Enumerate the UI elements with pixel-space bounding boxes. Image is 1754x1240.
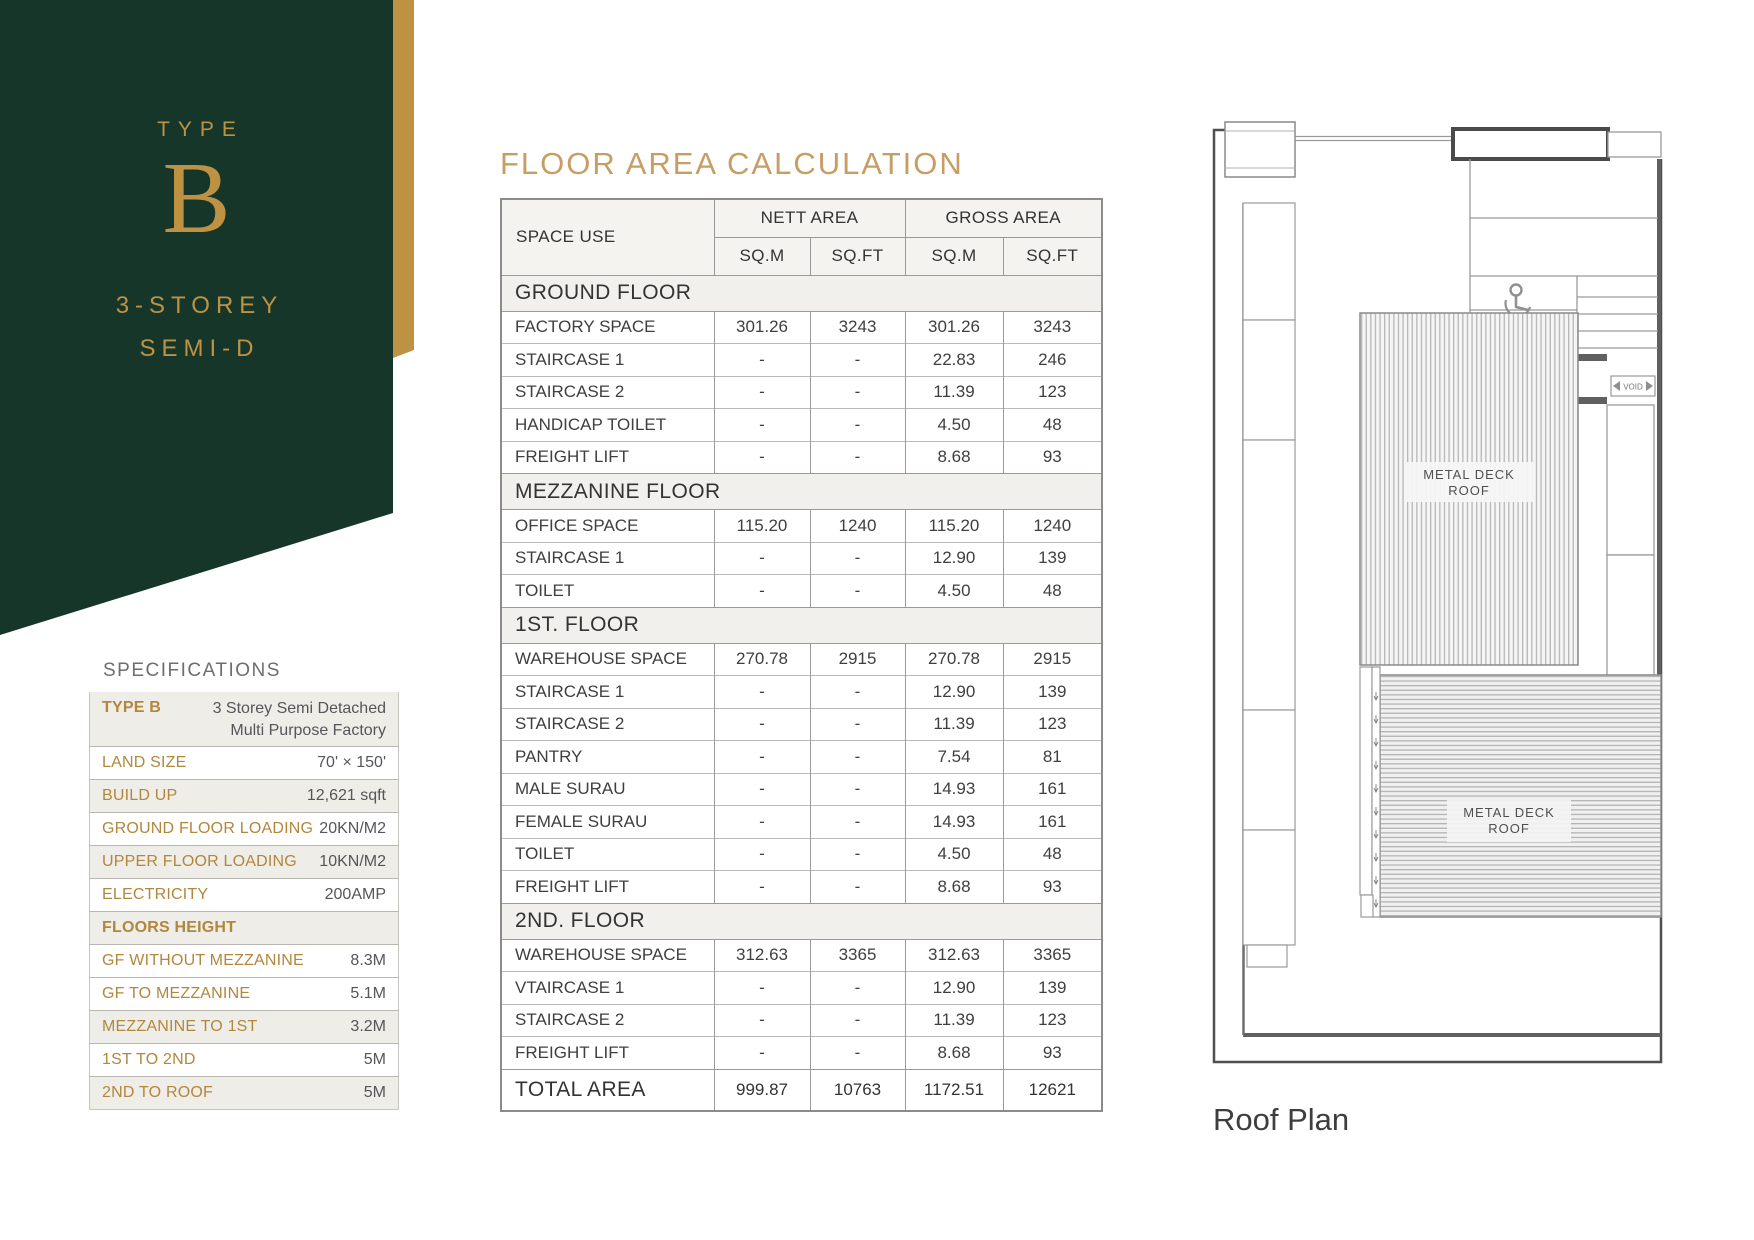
area-value-cell: -	[810, 806, 905, 839]
area-value-cell: 14.93	[905, 806, 1003, 839]
specifications-title: SPECIFICATIONS	[103, 660, 281, 681]
plan-gutter-strips	[1360, 667, 1380, 917]
spec-row	[90, 944, 398, 977]
area-value-cell: 301.26	[905, 311, 1003, 344]
table-row	[501, 376, 1102, 409]
space-use-cell: WAREHOUSE SPACE	[501, 939, 714, 972]
area-value-cell: 270.78	[714, 643, 810, 676]
area-value-cell: 3243	[810, 311, 905, 344]
spec-label: TYPE B	[102, 699, 161, 716]
spec-value: 8.3M	[350, 951, 386, 969]
spec-row	[90, 911, 398, 944]
spec-value: 70' × 150'	[317, 753, 386, 771]
spec-label: GF WITHOUT MEZZANINE	[102, 952, 304, 969]
floor-area-title: FLOOR AREA CALCULATION	[500, 146, 964, 181]
area-value-cell: 123	[1003, 376, 1102, 409]
area-value-cell: 115.20	[714, 510, 810, 543]
specs-table	[89, 692, 399, 1110]
area-value-cell: 139	[1003, 972, 1102, 1005]
table-row	[501, 575, 1102, 608]
floor-area-table-wrap	[500, 198, 1103, 1112]
metal-deck-roof-lower-label2: ROOF	[1488, 821, 1530, 836]
area-value-cell: 93	[1003, 441, 1102, 474]
area-value-cell: 3243	[1003, 311, 1102, 344]
area-value-cell: 4.50	[905, 575, 1003, 608]
floor-section-name: MEZZANINE FLOOR	[501, 474, 1102, 510]
space-use-cell: MALE SURAU	[501, 773, 714, 806]
area-value-cell: 48	[1003, 409, 1102, 442]
table-row	[501, 510, 1102, 543]
area-value-cell: -	[714, 838, 810, 871]
gold-stripe-decoration	[393, 0, 414, 358]
area-value-cell: -	[810, 542, 905, 575]
area-value-cell: 8.68	[905, 871, 1003, 904]
area-value-cell: 3365	[810, 939, 905, 972]
spec-value: 12,621 sqft	[306, 786, 386, 804]
space-use-cell: WAREHOUSE SPACE	[501, 643, 714, 676]
space-use-cell: STAIRCASE 2	[501, 1004, 714, 1037]
space-use-cell: STAIRCASE 1	[501, 676, 714, 709]
spec-value: 200AMP	[324, 885, 386, 903]
void-label: VOID	[1623, 382, 1643, 392]
header-gross-area: GROSS AREA	[905, 199, 1102, 237]
area-value-cell: 93	[1003, 871, 1102, 904]
plan-left-strip	[1243, 203, 1295, 967]
area-value-cell: 4.50	[905, 409, 1003, 442]
spec-value: 5M	[363, 1050, 386, 1068]
area-value-cell: 12.90	[905, 676, 1003, 709]
area-value-cell: -	[810, 741, 905, 774]
roof-plan-drawing	[1200, 110, 1670, 1075]
metal-deck-roof-lower-label: METAL DECK	[1463, 805, 1555, 820]
table-row	[501, 806, 1102, 839]
plan-topright-thick-box	[1453, 129, 1608, 159]
area-value-cell: 48	[1003, 575, 1102, 608]
spec-value: 3.2M	[350, 1017, 386, 1035]
area-value-cell: -	[810, 1037, 905, 1070]
metal-deck-roof-upper-label: METAL DECK	[1423, 467, 1515, 482]
space-use-cell: FACTORY SPACE	[501, 311, 714, 344]
table-row	[501, 441, 1102, 474]
space-use-cell: OFFICE SPACE	[501, 510, 714, 543]
space-use-cell: FREIGHT LIFT	[501, 1037, 714, 1070]
area-value-cell: 161	[1003, 773, 1102, 806]
total-row	[501, 1069, 1102, 1111]
area-value-cell: 312.63	[714, 939, 810, 972]
area-value-cell: 11.39	[905, 376, 1003, 409]
type-label: TYPE	[157, 118, 244, 141]
table-row	[501, 838, 1102, 871]
plan-topleft-box	[1225, 122, 1295, 177]
total-area-value: 12621	[1003, 1069, 1102, 1111]
header-gross-sqft: SQ.FT	[1003, 237, 1102, 275]
spec-value-line: 3 Storey Semi Detached	[212, 700, 386, 717]
metal-deck-roof-upper-label2: ROOF	[1448, 483, 1490, 498]
header-nett-area: NETT AREA	[714, 199, 905, 237]
area-value-cell: -	[810, 1004, 905, 1037]
spec-label: MEZZANINE TO 1ST	[102, 1018, 258, 1035]
floor-section-row	[501, 275, 1102, 311]
area-value-cell: -	[810, 676, 905, 709]
spec-row	[90, 1076, 398, 1109]
spec-label: GF TO MEZZANINE	[102, 985, 251, 1002]
space-use-cell: HANDICAP TOILET	[501, 409, 714, 442]
floor-section-row	[501, 474, 1102, 510]
area-value-cell: 115.20	[905, 510, 1003, 543]
area-value-cell: -	[714, 376, 810, 409]
area-value-cell: 1240	[810, 510, 905, 543]
spec-value: 20KN/M2	[319, 819, 386, 837]
area-value-cell: -	[810, 409, 905, 442]
plan-wall-stub	[1577, 354, 1607, 361]
area-value-cell: 93	[1003, 1037, 1102, 1070]
area-value-cell: -	[714, 676, 810, 709]
spec-value	[161, 692, 398, 743]
spec-row	[90, 746, 398, 779]
area-value-cell: -	[714, 871, 810, 904]
area-value-cell: -	[810, 575, 905, 608]
area-value-cell: 48	[1003, 838, 1102, 871]
area-value-cell: 11.39	[905, 1004, 1003, 1037]
area-value-cell: -	[810, 773, 905, 806]
spec-row	[90, 812, 398, 845]
area-value-cell: 3365	[1003, 939, 1102, 972]
table-row	[501, 409, 1102, 442]
area-value-cell: -	[714, 806, 810, 839]
table-row	[501, 1037, 1102, 1070]
area-value-cell: -	[714, 441, 810, 474]
area-value-cell: -	[810, 376, 905, 409]
area-value-cell: 2915	[810, 643, 905, 676]
type-letter: B	[162, 142, 231, 255]
spec-row	[90, 779, 398, 812]
floor-section-row	[501, 903, 1102, 939]
spec-label: FLOORS HEIGHT	[102, 919, 237, 936]
area-value-cell: -	[810, 871, 905, 904]
header-nett-sqft: SQ.FT	[810, 237, 905, 275]
area-value-cell: 81	[1003, 741, 1102, 774]
floor-area-table	[500, 198, 1103, 1112]
area-value-cell: 246	[1003, 344, 1102, 377]
area-value-cell: -	[714, 1037, 810, 1070]
handicap-icon	[1506, 285, 1531, 317]
area-value-cell: -	[714, 972, 810, 1005]
space-use-cell: FREIGHT LIFT	[501, 441, 714, 474]
area-value-cell: 270.78	[905, 643, 1003, 676]
floor-section-name: 1ST. FLOOR	[501, 607, 1102, 643]
area-value-cell: 123	[1003, 708, 1102, 741]
spec-value-line: Multi Purpose Factory	[230, 722, 386, 740]
spec-label: LAND SIZE	[102, 754, 187, 771]
spec-row	[90, 878, 398, 911]
space-use-cell: FEMALE SURAU	[501, 806, 714, 839]
header-gross-sqm: SQ.M	[905, 237, 1003, 275]
area-value-cell: 139	[1003, 542, 1102, 575]
table-row	[501, 643, 1102, 676]
spec-label: UPPER FLOOR LOADING	[102, 853, 297, 870]
area-value-cell: -	[714, 344, 810, 377]
area-value-cell: 123	[1003, 1004, 1102, 1037]
area-value-cell: -	[714, 773, 810, 806]
roof-plan-caption: Roof Plan	[1213, 1102, 1350, 1137]
table-row	[501, 871, 1102, 904]
area-value-cell: 8.68	[905, 1037, 1003, 1070]
spec-label: BUILD UP	[102, 787, 178, 804]
total-area-value: 10763	[810, 1069, 905, 1111]
spec-row	[90, 1010, 398, 1043]
spec-row	[90, 845, 398, 878]
spec-row	[90, 692, 398, 746]
spec-row	[90, 977, 398, 1010]
table-row	[501, 939, 1102, 972]
area-value-cell: 22.83	[905, 344, 1003, 377]
area-value-cell: 12.90	[905, 972, 1003, 1005]
spec-label: GROUND FLOOR LOADING	[102, 820, 314, 837]
total-area-label: TOTAL AREA	[501, 1069, 714, 1111]
space-use-cell: VTAIRCASE 1	[501, 972, 714, 1005]
total-area-value: 999.87	[714, 1069, 810, 1111]
space-use-cell: FREIGHT LIFT	[501, 871, 714, 904]
table-row	[501, 708, 1102, 741]
area-value-cell: -	[810, 708, 905, 741]
area-value-cell: 139	[1003, 676, 1102, 709]
area-value-cell: -	[714, 409, 810, 442]
area-value-cell: -	[810, 441, 905, 474]
space-use-cell: PANTRY	[501, 741, 714, 774]
table-row	[501, 773, 1102, 806]
area-value-cell: -	[714, 708, 810, 741]
table-row	[501, 344, 1102, 377]
area-value-cell: -	[714, 542, 810, 575]
header-space-use: SPACE USE	[501, 199, 714, 275]
spec-value: 5.1M	[350, 984, 386, 1002]
space-use-cell: TOILET	[501, 575, 714, 608]
spec-row	[90, 1043, 398, 1076]
total-area-value: 1172.51	[905, 1069, 1003, 1111]
space-use-cell: STAIRCASE 1	[501, 542, 714, 575]
area-value-cell: -	[810, 838, 905, 871]
spec-label: 1ST TO 2ND	[102, 1051, 196, 1068]
table-row	[501, 1004, 1102, 1037]
spec-value: 5M	[363, 1083, 386, 1101]
floor-section-name: 2ND. FLOOR	[501, 903, 1102, 939]
plan-topright-thin-box	[1608, 132, 1661, 157]
space-use-cell: STAIRCASE 2	[501, 376, 714, 409]
table-row	[501, 311, 1102, 344]
spec-label: 2ND TO ROOF	[102, 1084, 213, 1101]
table-row	[501, 676, 1102, 709]
spec-value: 10KN/M2	[319, 852, 386, 870]
plan-wall-stub	[1577, 397, 1607, 404]
area-value-cell: -	[714, 741, 810, 774]
area-value-cell: 301.26	[714, 311, 810, 344]
header-nett-sqm: SQ.M	[714, 237, 810, 275]
area-value-cell: 161	[1003, 806, 1102, 839]
area-value-cell: -	[714, 1004, 810, 1037]
space-use-cell: STAIRCASE 2	[501, 708, 714, 741]
area-value-cell: 12.90	[905, 542, 1003, 575]
table-row	[501, 972, 1102, 1005]
area-value-cell: 8.68	[905, 441, 1003, 474]
space-use-cell: TOILET	[501, 838, 714, 871]
area-value-cell: 1240	[1003, 510, 1102, 543]
area-value-cell: -	[810, 344, 905, 377]
area-value-cell: -	[714, 575, 810, 608]
space-use-cell: STAIRCASE 1	[501, 344, 714, 377]
metal-deck-roof-lower	[1380, 675, 1661, 917]
area-value-cell: 2915	[1003, 643, 1102, 676]
table-row	[501, 741, 1102, 774]
storey-label: 3-STOREY	[115, 292, 284, 319]
area-value-cell: -	[810, 972, 905, 1005]
semid-label: SEMI-D	[139, 335, 260, 362]
void-label-box	[1611, 376, 1655, 396]
area-value-cell: 312.63	[905, 939, 1003, 972]
spec-label: ELECTRICITY	[102, 886, 209, 903]
area-value-cell: 7.54	[905, 741, 1003, 774]
area-value-cell: 4.50	[905, 838, 1003, 871]
area-value-cell: 14.93	[905, 773, 1003, 806]
area-value-cell: 11.39	[905, 708, 1003, 741]
table-row	[501, 542, 1102, 575]
floor-section-name: GROUND FLOOR	[501, 275, 1102, 311]
floor-section-row	[501, 607, 1102, 643]
